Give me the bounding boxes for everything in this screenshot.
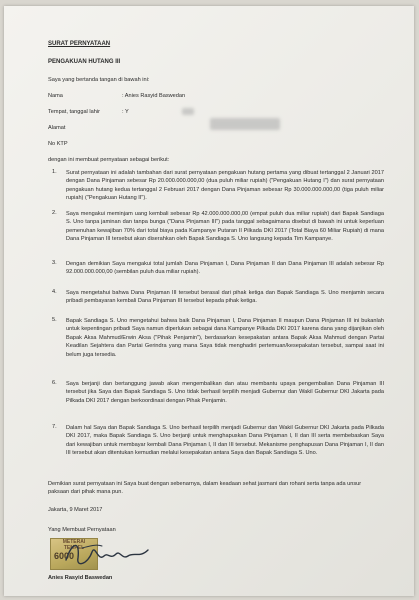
document-title: SURAT PERNYATAAN <box>48 41 111 47</box>
birth-value: : Y <box>122 109 129 115</box>
item-text: Surat pernyataan ini adalah tambahan dari surat pernyataan pengakuan hutang pertama yang dibuat tertanggal 2 Januari 2017 dengan Dana Pinjaman sebesar Rp 20.000.000.000,00 (dua puluh miliar rupiah) ("Pengakuan Hutang I") dan surat pernyataan pengakuan hutang kedua tertanggal 2 Februari 2017 dengan Dana Pinjaman sebesar Rp 30.000.000.000,00 (tiga puluh miliar rupiah) ("Pengakuan Hutang II"). <box>66 170 384 202</box>
item-text: Saya mengetahui bahwa Dana Pinjaman III tersebut berasal dari pihak ketiga dan Bapak Sandiaga S. Uno menjamin secara pribadi pembayaran kembali Dana Pinjaman III tersebut kepada pihak ketiga. <box>66 290 384 305</box>
item-number: 3. <box>52 260 57 266</box>
redaction-blur <box>210 118 280 130</box>
name-value: : Anies Rasyid Baswedan <box>122 93 186 99</box>
item-text: Bapak Sandiaga S. Uno mengetahui bahwa baik Dana Pinjaman I, Dana Pinjaman II maupun Dana Pinjaman III ini bukanlah untuk kepentingan pribadi Saya namun diperlukan sebagai dana Kampanye Pilkada DKI 2017 karena dana yang dijanjikan oleh Bapak Aksa Mahmud/Erwin Aksa ("Pihak Penjamin"), berdasarkan kesepakatan antara Bapak Aksa Mahmud dengan Partai Keadilan Sejahtera dan Partai Gerindra yang mana Saya tidak menghadiri pertemuan/kesepakatan tersebut, sampai saat ini belum juga tersedia. <box>66 318 384 358</box>
ktp-label: No KTP <box>48 141 68 147</box>
item-text: Saya mengakui meminjam uang kembali sebesar Rp 42.000.000.000,00 (empat puluh dua miliar rupiah) dari Bapak Sandiaga S. Uno tanpa jaminan dan tanpa bunga ("Dana Pinjaman III") pada tanggal sebagaimana disebut di bawah ini untuk keperluan pemenuhan kewajiban 70% dari total biaya pada Kampanye Putaran II Pilkada DKI 2017 (Total Biaya 60 Miliar Rupiah) di mana Dana Pinjaman III tersebut akan diserahkan oleh Bapak Sandiaga S. Uno langsung kepada Tim Kampanye. <box>66 211 384 243</box>
item-text: Dengan demikian Saya mengakui total jumlah Dana Pinjaman I, Dana Pinjaman II dan Dana Pinjaman III adalah sebesar Rp 92.000.000.000,00 (sembilan puluh dua miliar rupiah). <box>66 261 384 276</box>
closing-statement: Demikian surat pernyataan ini Saya buat dengan sebenarnya, dalam keadaan sehat jasmani dan rohani serta tanpa ada unsur paksaan dari pihak mana pun. <box>48 481 362 496</box>
document-subtitle: PENGAKUAN HUTANG III <box>48 59 121 65</box>
item-text: Dalam hal Saya dan Bapak Sandiaga S. Uno berhasil terpilih menjadi Gubernur dan Wakil Gubernur DKI Jakarta pada Pilkada DKI 2017, maka Bapak Sandiaga S. Uno berjanji untuk menghapuskan Dana Pinjaman I, II dan III serta membebaskan Saya dari kewajiban untuk membayar kembali Dana Pinjaman I, II dan III tersebut. Mekanisme penghapusan Dana Pinjaman I, II dan III tersebut akan ditentukan kemudian melalui kesepakatan antara Saya dan Bapak Sandiaga S. Uno. <box>66 425 384 457</box>
item-number: 7. <box>52 424 57 430</box>
birth-label: Tempat, tanggal lahir <box>48 109 100 115</box>
document-page <box>4 6 414 596</box>
intro-text: Saya yang bertanda tangan di bawah ini: <box>48 77 150 83</box>
place-date: Jakarta, 9 Maret 2017 <box>48 507 103 513</box>
item-number: 6. <box>52 380 57 386</box>
stamp-line2: TEMPEL <box>63 545 85 551</box>
statement-intro: dengan ini membuat pernyataan sebagai berikut: <box>48 157 170 163</box>
redaction-blur <box>182 108 194 115</box>
item-number: 1. <box>52 169 57 175</box>
address-label: Alamat <box>48 125 66 131</box>
signer-name: Anies Rasyid Baswedan <box>48 575 113 581</box>
item-number: 5. <box>52 317 57 323</box>
item-number: 4. <box>52 289 57 295</box>
item-text: Saya berjanji dan bertanggung jawab akan mengembalikan dan atau membantu upaya pengembalian Dana Pinjaman III tersebut jika Saya dan Bapak Sandiaga S. Uno tidak berhasil terpilih menjadi Gubernur dan Wakil Gubernur DKI Jakarta pada Pilkada DKI 2017 dengan berkoordinasi dengan Pihak Penjamin. <box>66 381 384 404</box>
stamp-line1: METERAI <box>62 539 86 545</box>
signature-icon <box>62 534 152 572</box>
stamp-amount: 6000 <box>54 551 75 561</box>
item-number: 2. <box>52 210 57 216</box>
name-label: Nama <box>48 93 63 99</box>
signature-header: Yang Membuat Pernyataan <box>48 527 116 533</box>
